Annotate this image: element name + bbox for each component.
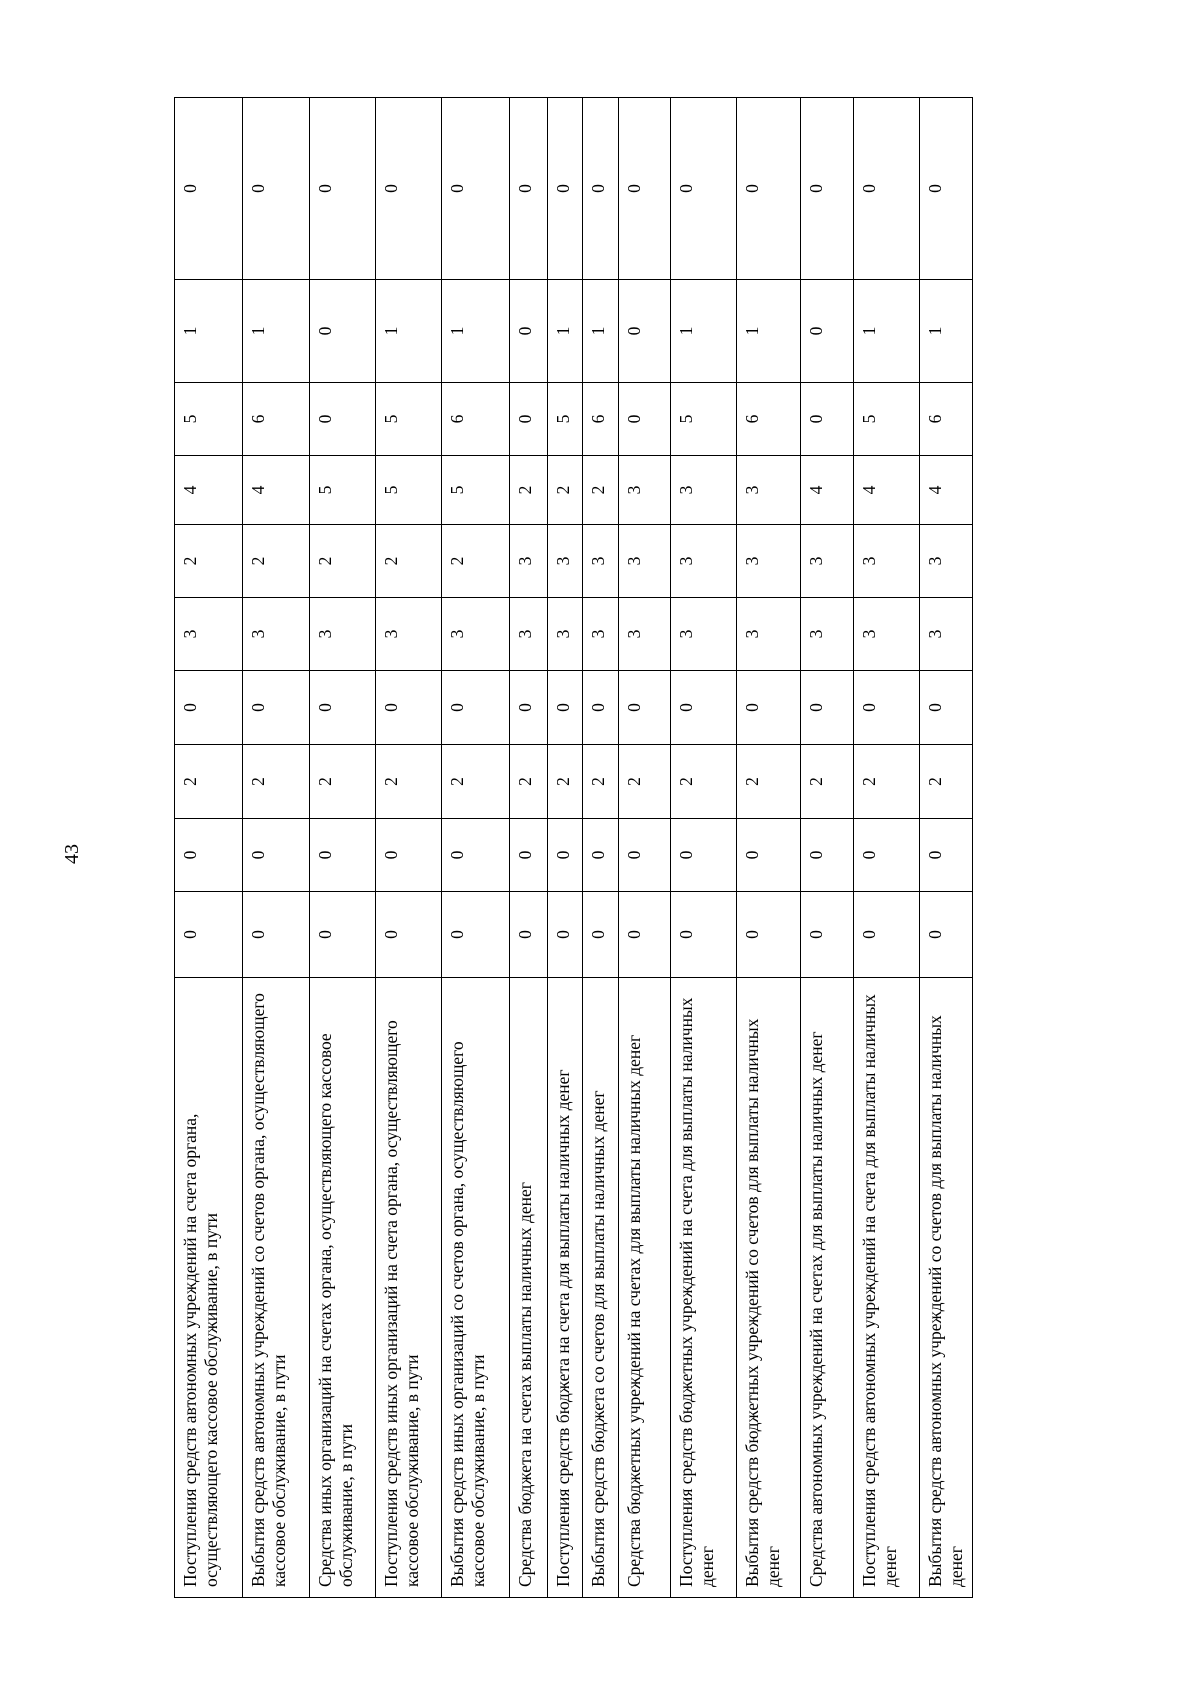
code-cell: 5 xyxy=(671,383,737,456)
table-row xyxy=(920,98,973,1598)
code-cell: 0 xyxy=(376,819,442,892)
code-cell: 3 xyxy=(737,456,801,525)
code-cell: 2 xyxy=(801,745,854,819)
code-cell: 0 xyxy=(510,98,548,280)
code-cell: 0 xyxy=(671,819,737,892)
code-cell: 2 xyxy=(583,745,619,819)
code-cell: 3 xyxy=(510,598,548,671)
code-cell: 3 xyxy=(801,525,854,598)
code-cell: 2 xyxy=(737,745,801,819)
code-cell: 3 xyxy=(920,525,973,598)
code-cell: 0 xyxy=(376,671,442,745)
code-cell: 0 xyxy=(442,671,510,745)
code-cell: 0 xyxy=(583,892,619,978)
row-label: Выбытия средств автономных учреждений со счетов для выплаты наличных денег xyxy=(920,978,973,1598)
row-label: Средства иных организаций на счетах органа, осуществляющего кассовое обслуживание, в пути xyxy=(310,978,376,1598)
code-cell: 2 xyxy=(548,456,583,525)
code-cell: 2 xyxy=(671,745,737,819)
code-cell: 0 xyxy=(854,819,920,892)
code-cell: 0 xyxy=(310,671,376,745)
code-cell: 0 xyxy=(510,280,548,383)
table-row xyxy=(376,98,442,1598)
row-label: Средства бюджета на счетах выплаты наличных денег xyxy=(510,978,548,1598)
code-cell: 0 xyxy=(243,892,310,978)
table-row xyxy=(175,98,243,1598)
code-cell: 0 xyxy=(801,98,854,280)
code-cell: 0 xyxy=(854,892,920,978)
code-cell: 3 xyxy=(619,456,671,525)
rotated-table-wrapper xyxy=(174,98,1094,1598)
table-row xyxy=(737,98,801,1598)
code-cell: 0 xyxy=(619,892,671,978)
code-cell: 0 xyxy=(376,98,442,280)
code-cell: 0 xyxy=(854,98,920,280)
code-cell: 1 xyxy=(854,280,920,383)
code-cell: 0 xyxy=(442,819,510,892)
table-row xyxy=(442,98,510,1598)
code-cell: 1 xyxy=(583,280,619,383)
code-cell: 2 xyxy=(376,745,442,819)
code-cell: 0 xyxy=(671,671,737,745)
page-number: 43 xyxy=(61,844,83,864)
code-cell: 0 xyxy=(548,819,583,892)
code-cell: 4 xyxy=(801,456,854,525)
code-cell: 2 xyxy=(619,745,671,819)
row-label: Поступления средств автономных учреждений на счета органа, осуществляющего кассовое обслуживание, в пути xyxy=(175,978,243,1598)
table-row xyxy=(619,98,671,1598)
code-cell: 5 xyxy=(376,456,442,525)
table-row xyxy=(583,98,619,1598)
code-cell: 3 xyxy=(619,598,671,671)
code-cell: 4 xyxy=(854,456,920,525)
code-cell: 6 xyxy=(442,383,510,456)
row-label: Поступления средств автономных учреждений на счета для выплаты наличных денег xyxy=(854,978,920,1598)
code-cell: 0 xyxy=(801,819,854,892)
code-cell: 3 xyxy=(548,598,583,671)
table-row xyxy=(243,98,310,1598)
code-cell: 5 xyxy=(548,383,583,456)
code-cell: 1 xyxy=(671,280,737,383)
code-cell: 0 xyxy=(442,98,510,280)
code-cell: 0 xyxy=(671,98,737,280)
code-cell: 2 xyxy=(510,745,548,819)
code-cell: 0 xyxy=(619,383,671,456)
code-cell: 0 xyxy=(737,671,801,745)
code-cell: 3 xyxy=(920,598,973,671)
code-cell: 5 xyxy=(854,383,920,456)
code-cell: 1 xyxy=(548,280,583,383)
code-cell: 1 xyxy=(376,280,442,383)
row-label: Поступления средств бюджетных учреждений на счета для выплаты наличных денег xyxy=(671,978,737,1598)
row-label: Выбытия средств автономных учреждений со счетов органа, осуществляющего кассовое обслуживание, в пути xyxy=(243,978,310,1598)
code-cell: 5 xyxy=(442,456,510,525)
code-cell: 0 xyxy=(175,98,243,280)
code-cell: 5 xyxy=(376,383,442,456)
row-label: Выбытия средств бюджета со счетов для выплаты наличных денег xyxy=(583,978,619,1598)
row-label: Средства бюджетных учреждений на счетах для выплаты наличных денег xyxy=(619,978,671,1598)
code-cell: 3 xyxy=(854,525,920,598)
code-cell: 0 xyxy=(310,280,376,383)
code-cell: 3 xyxy=(510,525,548,598)
table-row xyxy=(548,98,583,1598)
code-cell: 3 xyxy=(801,598,854,671)
code-cell: 0 xyxy=(310,819,376,892)
code-cell: 5 xyxy=(175,383,243,456)
code-cell: 3 xyxy=(737,525,801,598)
code-cell: 0 xyxy=(243,671,310,745)
code-cell: 0 xyxy=(175,671,243,745)
code-cell: 3 xyxy=(854,598,920,671)
code-cell: 3 xyxy=(442,598,510,671)
code-cell: 0 xyxy=(737,892,801,978)
code-cell: 2 xyxy=(583,456,619,525)
code-cell: 2 xyxy=(548,745,583,819)
code-cell: 0 xyxy=(920,98,973,280)
code-cell: 0 xyxy=(920,892,973,978)
code-cell: 0 xyxy=(548,671,583,745)
code-cell: 0 xyxy=(583,671,619,745)
code-cell: 0 xyxy=(175,892,243,978)
code-cell: 1 xyxy=(243,280,310,383)
code-cell: 2 xyxy=(442,745,510,819)
code-cell: 0 xyxy=(619,98,671,280)
code-cell: 5 xyxy=(310,456,376,525)
code-cell: 3 xyxy=(243,598,310,671)
code-cell: 0 xyxy=(801,671,854,745)
code-cell: 0 xyxy=(310,892,376,978)
code-cell: 0 xyxy=(510,383,548,456)
code-cell: 0 xyxy=(510,819,548,892)
code-cell: 0 xyxy=(619,819,671,892)
code-cell: 3 xyxy=(583,525,619,598)
code-cell: 3 xyxy=(619,525,671,598)
account-table xyxy=(174,97,973,1598)
code-cell: 0 xyxy=(619,671,671,745)
code-cell: 0 xyxy=(671,892,737,978)
code-cell: 6 xyxy=(920,383,973,456)
code-cell: 0 xyxy=(737,819,801,892)
code-cell: 2 xyxy=(510,456,548,525)
code-cell: 2 xyxy=(442,525,510,598)
code-cell: 0 xyxy=(583,98,619,280)
code-cell: 0 xyxy=(619,280,671,383)
code-cell: 2 xyxy=(175,525,243,598)
code-cell: 2 xyxy=(920,745,973,819)
row-label: Средства автономных учреждений на счетах для выплаты наличных денег xyxy=(801,978,854,1598)
code-cell: 6 xyxy=(737,383,801,456)
code-cell: 0 xyxy=(854,671,920,745)
code-cell: 0 xyxy=(442,892,510,978)
code-cell: 0 xyxy=(920,671,973,745)
table-row xyxy=(310,98,376,1598)
row-label: Выбытия средств иных организаций со счетов органа, осуществляющего кассовое обслуживание, в пути xyxy=(442,978,510,1598)
code-cell: 0 xyxy=(583,819,619,892)
code-cell: 3 xyxy=(310,598,376,671)
code-cell: 2 xyxy=(243,745,310,819)
table-row xyxy=(801,98,854,1598)
code-cell: 3 xyxy=(583,598,619,671)
code-cell: 2 xyxy=(376,525,442,598)
code-cell: 0 xyxy=(243,98,310,280)
code-cell: 2 xyxy=(310,525,376,598)
code-cell: 0 xyxy=(548,98,583,280)
code-cell: 0 xyxy=(175,819,243,892)
code-cell: 3 xyxy=(737,598,801,671)
code-cell: 2 xyxy=(854,745,920,819)
code-cell: 3 xyxy=(376,598,442,671)
code-cell: 6 xyxy=(583,383,619,456)
code-cell: 0 xyxy=(510,892,548,978)
code-cell: 4 xyxy=(175,456,243,525)
code-cell: 3 xyxy=(671,598,737,671)
row-label: Поступления средств иных организаций на счета органа, осуществляющего кассовое обслуживание, в пути xyxy=(376,978,442,1598)
code-cell: 0 xyxy=(376,892,442,978)
code-cell: 0 xyxy=(310,98,376,280)
code-cell: 3 xyxy=(671,525,737,598)
code-cell: 6 xyxy=(243,383,310,456)
code-cell: 4 xyxy=(920,456,973,525)
code-cell: 0 xyxy=(510,671,548,745)
code-cell: 1 xyxy=(175,280,243,383)
table-row xyxy=(671,98,737,1598)
row-label: Поступления средств бюджета на счета для выплаты наличных денег xyxy=(548,978,583,1598)
code-cell: 0 xyxy=(920,819,973,892)
code-cell: 0 xyxy=(310,383,376,456)
code-cell: 2 xyxy=(310,745,376,819)
row-label: Выбытия средств бюджетных учреждений со счетов для выплаты наличных денег xyxy=(737,978,801,1598)
code-cell: 2 xyxy=(243,525,310,598)
code-cell: 1 xyxy=(920,280,973,383)
code-cell: 3 xyxy=(175,598,243,671)
code-cell: 0 xyxy=(548,892,583,978)
code-cell: 2 xyxy=(175,745,243,819)
code-cell: 0 xyxy=(243,819,310,892)
code-cell: 1 xyxy=(737,280,801,383)
code-cell: 0 xyxy=(801,383,854,456)
code-cell: 3 xyxy=(671,456,737,525)
code-cell: 4 xyxy=(243,456,310,525)
table-row xyxy=(510,98,548,1598)
code-cell: 1 xyxy=(442,280,510,383)
code-cell: 0 xyxy=(737,98,801,280)
table-row xyxy=(854,98,920,1598)
code-cell: 3 xyxy=(548,525,583,598)
code-cell: 0 xyxy=(801,280,854,383)
code-cell: 0 xyxy=(801,892,854,978)
